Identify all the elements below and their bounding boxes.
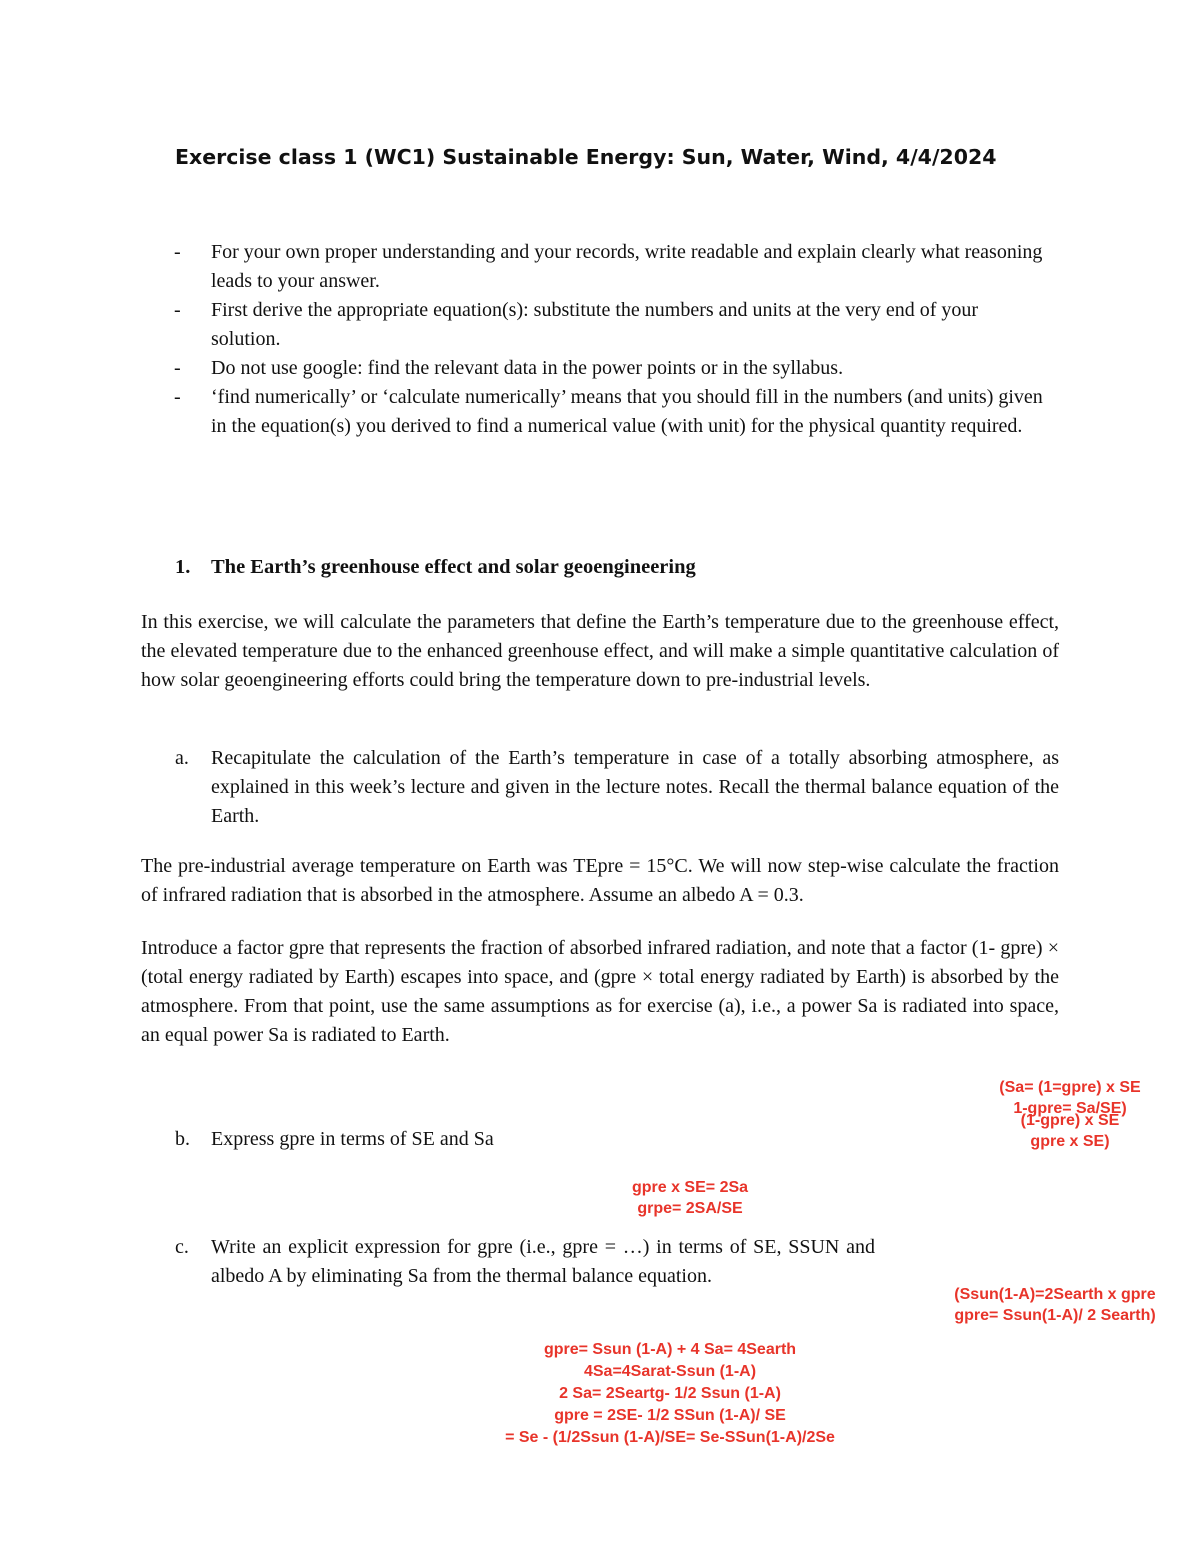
intro-paragraph: In this exercise, we will calculate the parameters that define the Earth’s temperature due to the greenhouse effect, the elevated temperature due to the enhanced greenhouse effect, and will make a simple quantitative calculation of how solar geoengineering efforts could bring the temperature down to pre-industrial levels.	[141, 611, 1059, 691]
annotation-line: grpe= 2SA/SE	[637, 1200, 743, 1217]
annotation-line: = Se - (1/2Ssun (1-A)/SE= Se-SSun(1-A)/2Se	[505, 1429, 835, 1446]
gpre-paragraph: Introduce a factor gpre that represents the fraction of absorbed infrared radiation, and note that a factor (1- gpre) × (total energy radiated by Earth) escapes into space, and (gpre × total energy radiated by Earth) is absorbed by the atmosphere. From that point, use the same assumptions as for exercise (a), i.e., a power Sa is radiated into space, an equal power Sa is radiated to Earth.	[141, 937, 1059, 1046]
bullet-dash: -	[174, 357, 181, 379]
question-label: b.	[175, 1128, 190, 1150]
instruction-item	[170, 238, 1050, 296]
bullet-dash: -	[174, 386, 181, 408]
instruction-text: ‘find numerically’ or ‘calculate numerically’ means that you should fill in the numbers (and units) given in the equation(s) you derived to find a numerical value (with unit) for the physical quantity required.	[211, 386, 1043, 437]
question-label: c.	[175, 1236, 189, 1258]
instruction-item	[170, 296, 1050, 354]
question-text: Write an explicit expression for gpre (i.e., gpre = …) in terms of SE, SSUN and albedo A by eliminating Sa from the thermal balance equation.	[211, 1236, 875, 1287]
annotation-note-2	[570, 1177, 810, 1219]
annotation-line: gpre x SE)	[1030, 1133, 1110, 1150]
instruction-item	[170, 354, 1050, 383]
annotation-note-1	[960, 1077, 1180, 1152]
annotation-line: 4Sa=4Sarat-Ssun (1-A)	[583, 1363, 757, 1380]
question-text: Recapitulate the calculation of the Earth’s temperature in case of a totally absorbing atmosphere, as explained in this week’s lecture and given in the lecture notes. Recall the thermal balance equation of the Earth.	[211, 747, 1059, 827]
annotation-line: (Sa= (1=gpre) x SE	[999, 1079, 1141, 1096]
annotation-line: gpre= Ssun (1-A) + 4 Sa= 4Searth	[543, 1341, 797, 1358]
instruction-list	[170, 238, 1050, 441]
question-text: Express gpre in terms of SE and Sa	[211, 1128, 494, 1150]
annotation-line: (Ssun(1-A)=2Searth x gpre	[954, 1286, 1156, 1303]
question-c	[175, 1233, 875, 1291]
instruction-text: Do not use google: find the relevant data in the power points or in the syllabus.	[211, 357, 844, 379]
annotation-note-3	[925, 1284, 1185, 1326]
annotation-line: 1-gpre= Sa/SE)	[1013, 1100, 1127, 1117]
bullet-dash: -	[174, 241, 181, 263]
preindustrial-paragraph: The pre-industrial average temperature on Earth was TEpre = 15°C. We will now step-wise calculate the fraction of infrared radiation that is absorbed in the atmosphere. Assume an albedo A = 0.3.	[141, 855, 1059, 906]
section-heading	[175, 556, 696, 579]
annotation-line: gpre= Ssun(1-A)/ 2 Searth)	[954, 1307, 1156, 1324]
question-a	[175, 744, 1059, 831]
instruction-text: First derive the appropriate equation(s): substitute the numbers and units at the very end of your solution.	[211, 299, 979, 350]
page-title: Exercise class 1 (WC1) Sustainable Energy: Sun, Water, Wind, 4/4/2024	[175, 145, 997, 169]
question-label: a.	[175, 747, 189, 769]
question-b	[175, 1125, 775, 1154]
annotation-line: 2 Sa= 2Seartg- 1/2 Ssun (1-A)	[559, 1385, 781, 1402]
instruction-item	[170, 383, 1050, 441]
instruction-text: For your own proper understanding and your records, write readable and explain clearly what reasoning leads to your answer.	[211, 241, 1043, 292]
annotation-line: (1-gpre) x SE	[1020, 1112, 1120, 1129]
annotation-line: gpre = 2SE- 1/2 SSun (1-A)/ SE	[554, 1407, 786, 1424]
bullet-dash: -	[174, 299, 181, 321]
annotation-line: gpre x SE= 2Sa	[631, 1179, 749, 1196]
annotation-note-4	[420, 1339, 920, 1449]
section-title: The Earth’s greenhouse effect and solar geoengineering	[211, 556, 696, 578]
section-number: 1.	[175, 556, 191, 578]
